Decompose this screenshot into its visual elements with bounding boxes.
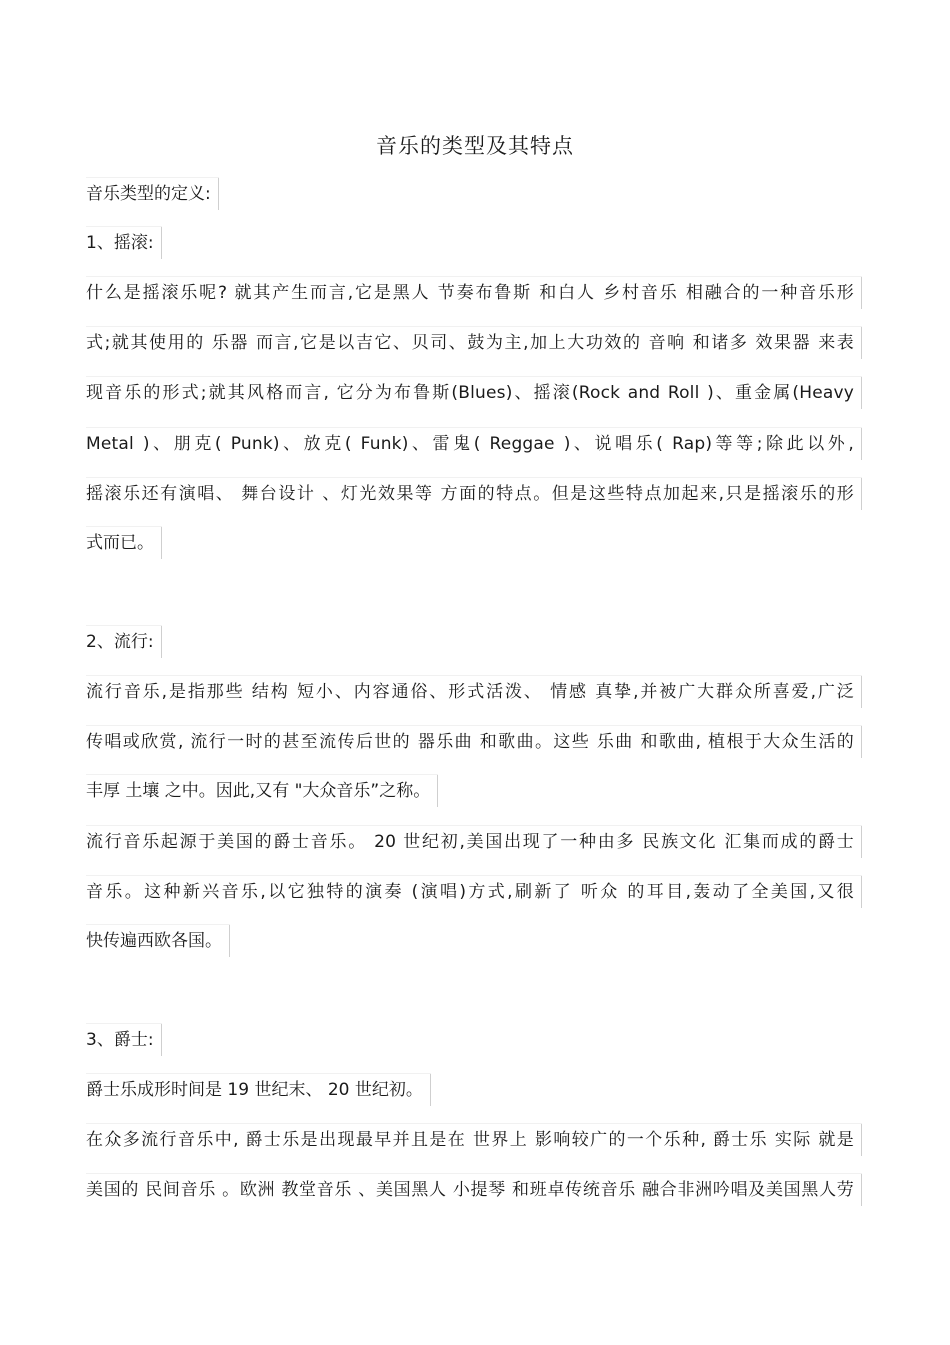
rock-paragraph-line: 式而已。 xyxy=(86,527,162,559)
pop-paragraph-line: 流行音乐,是指那些 结构 短小、内容通俗、形式活泼、 情感 真挚,并被广大群众所喜爱,广泛 xyxy=(86,676,862,708)
rock-paragraph-line: Metal )、朋克( Punk)、放克( Funk)、雷鬼( Reggae )、说唱乐( Rap)等等;除此以外, xyxy=(86,428,862,460)
definition-heading: 音乐类型的定义: xyxy=(86,178,219,210)
pop-paragraph-line: 传唱或欣赏, 流行一时的甚至流传后世的 器乐曲 和歌曲。这些 乐曲 和歌曲, 植根于大众生活的 xyxy=(86,726,862,758)
rock-paragraph-line: 式;就其使用的 乐器 而言,它是以吉它、贝司、鼓为主,加上大功效的 音响 和诸多 效果器 来表 xyxy=(86,327,862,359)
rock-paragraph-line: 什么是摇滚乐呢? 就其产生而言,它是黑人 节奏布鲁斯 和白人 乡村音乐 相融合的一种音乐形 xyxy=(86,277,862,309)
jazz-paragraph-line: 在众多流行音乐中, 爵士乐是出现最早并且是在 世界上 影响较广的一个乐种, 爵士乐 实际 就是 xyxy=(86,1124,862,1156)
jazz-paragraph-line: 美国的 民间音乐 。欧洲 教堂音乐 、美国黑人 小提琴 和班卓传统音乐 融合非洲吟唱及美国黑人劳 xyxy=(86,1174,862,1206)
section-heading-rock: 1、摇滚: xyxy=(86,227,162,259)
rock-paragraph-line: 现音乐的形式;就其风格而言, 它分为布鲁斯(Blues)、摇滚(Rock and Roll )、重金属(Heavy xyxy=(86,377,862,409)
jazz-paragraph-line: 爵士乐成形时间是 19 世纪末、 20 世纪初。 xyxy=(86,1074,431,1106)
pop-paragraph-line: 音乐。这种新兴音乐,以它独特的演奏 (演唱)方式,刷新了 听众 的耳目,轰动了全美国,又很 xyxy=(86,876,862,908)
pop-paragraph-line: 快传遍西欧各国。 xyxy=(86,925,230,957)
pop-paragraph-line: 丰厚 土壤 之中。因此,又有 "大众音乐”之称。 xyxy=(86,775,438,807)
pop-paragraph-line: 流行音乐起源于美国的爵士音乐。 20 世纪初,美国出现了一种由多 民族文化 汇集而成的爵士 xyxy=(86,826,862,858)
section-heading-jazz: 3、爵士: xyxy=(86,1024,162,1056)
document-title: 音乐的类型及其特点 xyxy=(376,134,574,158)
rock-paragraph-line: 摇滚乐还有演唱、 舞台设计 、灯光效果等 方面的特点。但是这些特点加起来,只是摇滚乐的形 xyxy=(86,478,862,510)
section-heading-pop: 2、流行: xyxy=(86,626,162,658)
